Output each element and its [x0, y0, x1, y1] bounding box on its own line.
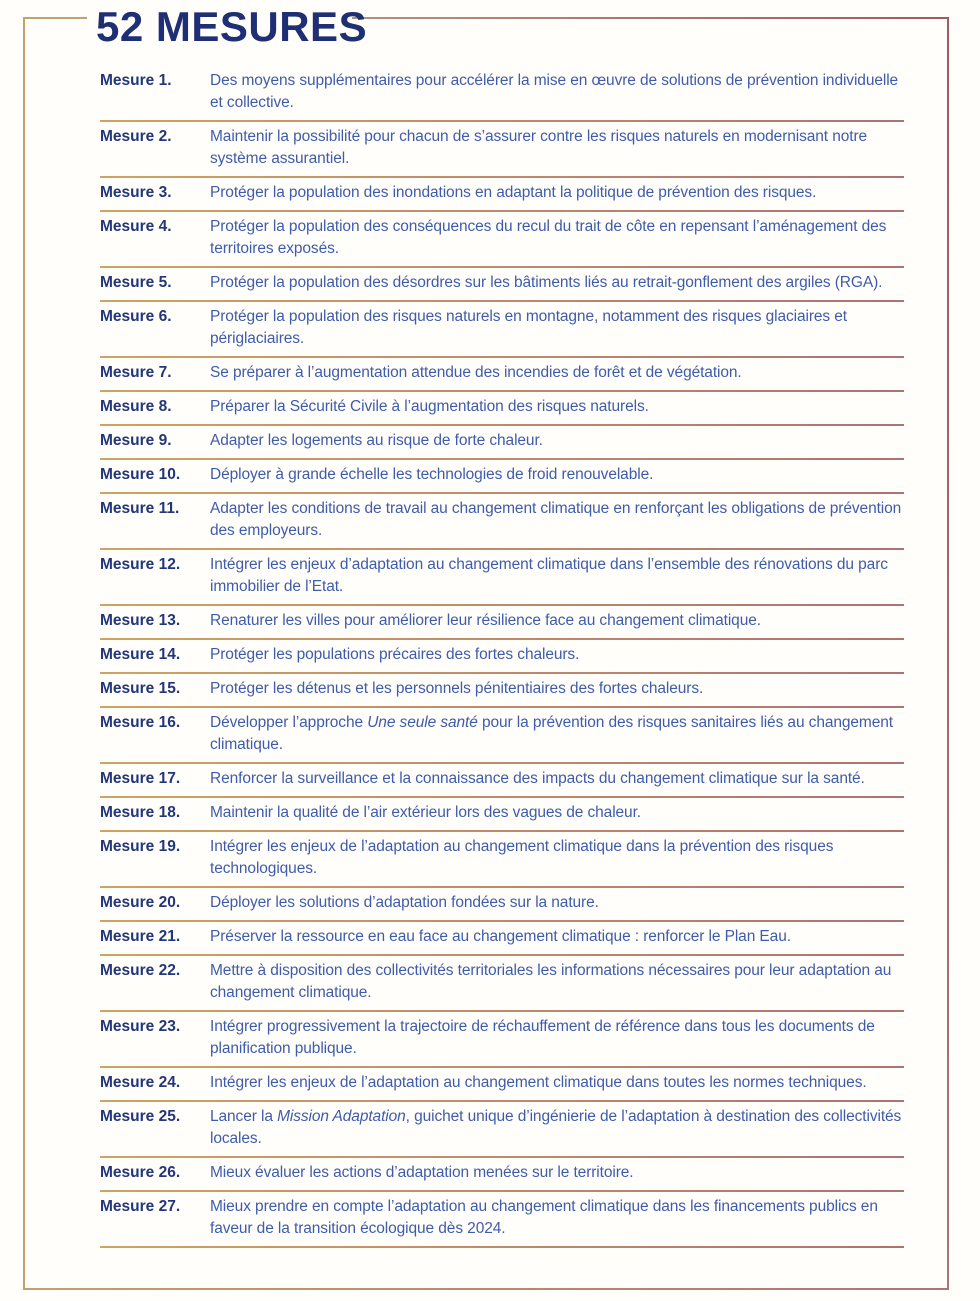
measure-label: Mesure 19. — [100, 838, 181, 855]
frame-top-right-line — [352, 17, 949, 19]
measure-label: Mesure 4. — [100, 218, 172, 235]
measure-text: Protéger la population des risques naturels en montagne, notamment des risques glaciaires et périglaciaires. — [210, 308, 848, 347]
measure-row — [100, 1102, 904, 1158]
measure-text: Maintenir la qualité de l’air extérieur lors des vagues de chaleur. — [210, 804, 641, 821]
measure-label: Mesure 16. — [100, 714, 181, 731]
measure-row — [100, 550, 904, 606]
measure-label: Mesure 2. — [100, 128, 172, 145]
measure-row — [100, 606, 904, 640]
measure-label: Mesure 20. — [100, 894, 181, 911]
measure-row — [100, 1158, 904, 1192]
measure-row — [100, 888, 904, 922]
measure-text: Protéger les détenus et les personnels pénitentiaires des fortes chaleurs. — [210, 680, 704, 697]
measure-row — [100, 798, 904, 832]
measure-text: Protéger les populations précaires des fortes chaleurs. — [210, 646, 580, 663]
measure-row — [100, 832, 904, 888]
measure-row — [100, 1192, 904, 1248]
measure-label: Mesure 8. — [100, 398, 172, 415]
measure-label: Mesure 27. — [100, 1198, 181, 1215]
measure-row — [100, 640, 904, 674]
measure-row — [100, 1068, 904, 1102]
measure-row — [100, 358, 904, 392]
measure-text: Protéger la population des inondations en adaptant la politique de prévention des risques. — [210, 184, 817, 201]
frame-right-line — [947, 18, 949, 1290]
measure-label: Mesure 26. — [100, 1164, 181, 1181]
measure-row — [100, 392, 904, 426]
measure-label: Mesure 22. — [100, 962, 181, 979]
measure-text: Adapter les logements au risque de forte chaleur. — [210, 432, 543, 449]
measure-row — [100, 302, 904, 358]
measure-row — [100, 460, 904, 494]
measure-row — [100, 426, 904, 460]
frame-left-line — [23, 18, 25, 1290]
measure-text: Lancer la Mission Adaptation, guichet unique d’ingénierie de l’adaptation à destination des collectivités locales. — [210, 1108, 902, 1147]
measure-row — [100, 674, 904, 708]
measure-text: Préparer la Sécurité Civile à l’augmentation des risques naturels. — [210, 398, 649, 415]
measure-label: Mesure 3. — [100, 184, 172, 201]
measure-text: Mieux évaluer les actions d’adaptation menées sur le territoire. — [210, 1164, 634, 1181]
measure-row — [100, 66, 904, 122]
measure-text: Maintenir la possibilité pour chacun de s’assurer contre les risques naturels en modernisant notre système assurantiel. — [210, 128, 868, 167]
measure-row — [100, 494, 904, 550]
measure-text: Des moyens supplémentaires pour accélérer la mise en œuvre de solutions de prévention individuelle et collective. — [210, 72, 899, 111]
measure-text: Intégrer les enjeux de l’adaptation au changement climatique dans toutes les normes techniques. — [210, 1074, 867, 1091]
measure-label: Mesure 11. — [100, 500, 180, 517]
measure-row — [100, 708, 904, 764]
measure-text: Se préparer à l’augmentation attendue des incendies de forêt et de végétation. — [210, 364, 742, 381]
measures-table — [100, 66, 904, 1248]
measure-label: Mesure 21. — [100, 928, 181, 945]
measure-row — [100, 1012, 904, 1068]
measure-row — [100, 922, 904, 956]
measure-label: Mesure 14. — [100, 646, 181, 663]
measure-row — [100, 764, 904, 798]
measure-row — [100, 212, 904, 268]
measure-text: Renaturer les villes pour améliorer leur résilience face au changement climatique. — [210, 612, 761, 629]
frame-top-left-line — [23, 17, 87, 19]
measure-text: Mettre à disposition des collectivités territoriales les informations nécessaires pour leur adaptation au changement climatique. — [210, 962, 892, 1001]
measure-text: Protéger la population des conséquences du recul du trait de côte en repensant l’aménagement des territoires exposés. — [210, 218, 887, 257]
measure-text: Intégrer progressivement la trajectoire de réchauffement de référence dans tous les documents de planification publique. — [210, 1018, 875, 1057]
measure-row — [100, 122, 904, 178]
measure-row — [100, 178, 904, 212]
measure-text: Déployer à grande échelle les technologies de froid renouvelable. — [210, 466, 654, 483]
measure-row — [100, 268, 904, 302]
measure-text: Préserver la ressource en eau face au changement climatique : renforcer le Plan Eau. — [210, 928, 791, 945]
measure-text: Intégrer les enjeux d’adaptation au changement climatique dans l’ensemble des rénovations du parc immobilier de l’Etat. — [210, 556, 888, 595]
measure-text: Mieux prendre en compte l’adaptation au changement climatique dans les financements publics en faveur de la transition écologique dès 2024. — [210, 1198, 878, 1237]
measure-label: Mesure 9. — [100, 432, 172, 449]
page-title: 52 MESURES — [96, 3, 368, 50]
measure-label: Mesure 17. — [100, 770, 181, 787]
measure-text: Intégrer les enjeux de l’adaptation au changement climatique dans la prévention des risques technologiques. — [210, 838, 834, 877]
measure-label: Mesure 7. — [100, 364, 172, 381]
measure-label: Mesure 13. — [100, 612, 181, 629]
measure-label: Mesure 6. — [100, 308, 172, 325]
measure-label: Mesure 12. — [100, 556, 181, 573]
measure-text: Déployer les solutions d’adaptation fondées sur la nature. — [210, 894, 599, 911]
measure-label: Mesure 10. — [100, 466, 181, 483]
measure-text: Développer l’approche Une seule santé pour la prévention des risques sanitaires liés au changement climatique. — [210, 714, 893, 753]
frame-bottom-line — [23, 1288, 949, 1290]
measure-label: Mesure 24. — [100, 1074, 181, 1091]
measure-label: Mesure 5. — [100, 274, 172, 291]
measure-label: Mesure 25. — [100, 1108, 181, 1125]
measure-text: Renforcer la surveillance et la connaissance des impacts du changement climatique sur la santé. — [210, 770, 865, 787]
measure-text: Adapter les conditions de travail au changement climatique en renforçant les obligations de prévention des employeurs. — [210, 500, 902, 539]
measure-label: Mesure 18. — [100, 804, 181, 821]
measure-text: Protéger la population des désordres sur les bâtiments liés au retrait-gonflement des argiles (RGA). — [210, 274, 883, 291]
measure-label: Mesure 23. — [100, 1018, 181, 1035]
measure-row — [100, 956, 904, 1012]
measure-label: Mesure 1. — [100, 72, 172, 89]
measure-label: Mesure 15. — [100, 680, 181, 697]
